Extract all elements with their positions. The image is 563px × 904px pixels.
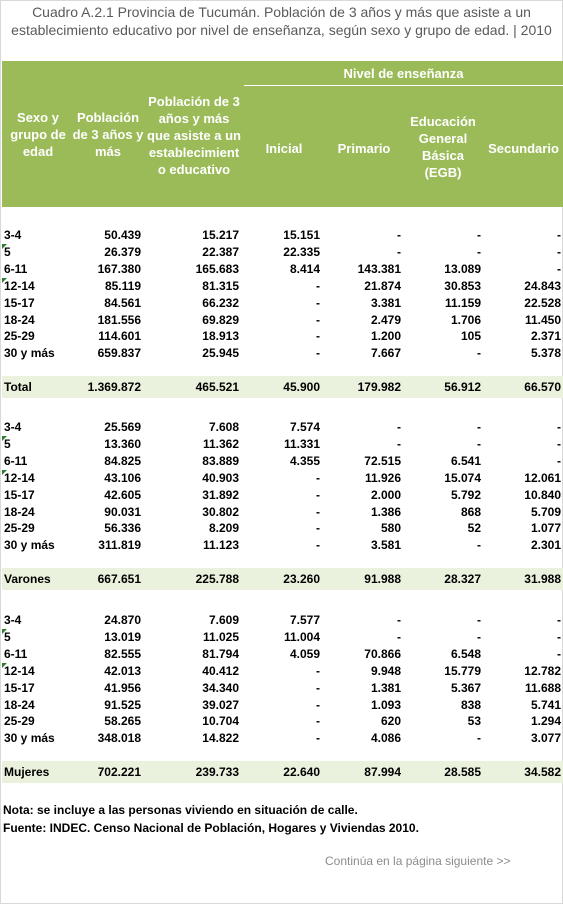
total-value: 22.640 (283, 765, 320, 780)
value-cell: 11.362 (202, 436, 239, 451)
age-group-cell: 12-14 (4, 470, 35, 485)
header-secundario: Secundario (488, 140, 559, 156)
table-row (2, 713, 563, 730)
value-cell: 22.335 (283, 244, 320, 259)
value-cell: 868 (460, 504, 481, 519)
value-cell: 22.387 (202, 244, 239, 259)
value-cell: 5.792 (450, 487, 481, 502)
value-cell: 659.837 (97, 346, 141, 361)
value-cell: 5.378 (530, 346, 561, 361)
total-value: 87.994 (364, 765, 401, 780)
value-cell: 580 (380, 521, 401, 536)
value-cell: 11.926 (364, 470, 401, 485)
value-cell: 40.903 (202, 470, 239, 485)
value-cell: 167.380 (97, 261, 141, 276)
total-label: Varones (4, 572, 51, 587)
total-value: 667.651 (97, 572, 141, 587)
value-cell: 83.889 (202, 453, 239, 468)
value-cell: 348.018 (97, 731, 141, 746)
value-cell: 31.892 (202, 487, 239, 502)
value-cell: - (397, 228, 401, 242)
total-row (2, 568, 563, 590)
value-cell: - (316, 538, 320, 553)
value-cell: 41.956 (104, 680, 141, 695)
value-cell: 620 (380, 714, 401, 729)
value-cell: 84.561 (104, 295, 141, 310)
value-cell: 6.541 (450, 453, 481, 468)
value-cell: 7.608 (208, 420, 239, 434)
value-cell: 90.031 (104, 504, 141, 519)
table-row (2, 537, 563, 554)
value-cell: 1.200 (370, 329, 401, 344)
value-cell: - (477, 436, 481, 451)
value-cell: 5.741 (530, 697, 561, 712)
value-cell: 1.381 (370, 680, 401, 695)
age-group-cell: 5 (4, 244, 11, 259)
value-cell: - (316, 329, 320, 344)
table-row (2, 295, 563, 312)
table-row (2, 328, 563, 345)
value-cell: 1.294 (530, 714, 561, 729)
total-value: 28.585 (444, 765, 481, 780)
total-row (2, 761, 563, 783)
table-title: Cuadro A.2.1 Provincia de Tucumán. Población de 3 años y más que asiste a un establecimiento educativo por nivel de enseñanza, según sexo y grupo de edad. | 2010 (11, 4, 552, 38)
header-egb: Educación General Básica (EGB) (410, 114, 476, 180)
age-group-cell: 30 y más (4, 346, 55, 361)
value-cell: 11.688 (524, 680, 561, 695)
total-value: 23.260 (283, 572, 320, 587)
total-value: 66.570 (524, 380, 561, 395)
total-value: 28.327 (444, 572, 481, 587)
value-cell: - (557, 228, 561, 242)
age-group-cell: 5 (4, 436, 11, 451)
value-cell: - (557, 261, 561, 276)
table-row (2, 730, 563, 747)
value-cell: 52 (467, 521, 481, 536)
table-row (2, 680, 563, 697)
cell-marker-icon (2, 663, 7, 668)
value-cell: - (316, 697, 320, 712)
value-cell: 34.340 (202, 680, 239, 695)
value-cell: 24.843 (524, 278, 561, 293)
value-cell: 114.601 (98, 329, 141, 344)
table-header (2, 61, 563, 207)
value-cell: 6.548 (450, 646, 481, 661)
table-row (2, 697, 563, 714)
table-row (2, 261, 563, 278)
value-cell: 5.709 (530, 504, 561, 519)
age-group-cell: 3-4 (4, 228, 22, 242)
value-cell: 10.704 (202, 714, 239, 729)
value-cell: - (316, 278, 320, 293)
age-group-cell: 3-4 (4, 613, 22, 627)
value-cell: 13.019 (104, 629, 141, 644)
value-cell: 311.819 (98, 538, 141, 553)
value-cell: 7.609 (208, 613, 239, 627)
value-cell: - (477, 346, 481, 361)
value-cell: - (557, 436, 561, 451)
value-cell: - (477, 731, 481, 746)
value-cell: - (397, 436, 401, 451)
age-group-cell: 25-29 (4, 521, 35, 536)
value-cell: 39.027 (202, 697, 239, 712)
cell-marker-icon (2, 629, 7, 634)
value-cell: 165.683 (195, 261, 239, 276)
table-row (2, 663, 563, 680)
value-cell: - (557, 453, 561, 468)
value-cell: 3.581 (370, 538, 401, 553)
value-cell: 10.840 (524, 487, 561, 502)
value-cell: 85.119 (104, 278, 141, 293)
age-group-cell: 25-29 (4, 329, 35, 344)
header-primario: Primario (337, 140, 391, 156)
table-row (2, 244, 563, 261)
value-cell: 11.123 (202, 538, 239, 553)
value-cell: 105 (460, 329, 481, 344)
age-group-cell: 18-24 (4, 697, 35, 712)
age-group-cell: 12-14 (4, 663, 35, 678)
total-value: 179.982 (357, 380, 401, 395)
total-value: 91.988 (364, 572, 401, 587)
value-cell: 4.355 (289, 453, 320, 468)
value-cell: 2.371 (530, 329, 561, 344)
age-group-cell: 5 (4, 629, 11, 644)
value-cell: 5.367 (450, 680, 481, 695)
value-cell: 91.525 (104, 697, 141, 712)
value-cell: 2.000 (370, 487, 401, 502)
value-cell: - (477, 538, 481, 553)
table-row (2, 520, 563, 537)
value-cell: 12.061 (524, 470, 561, 485)
value-cell: 1.706 (450, 312, 481, 327)
value-cell: - (477, 420, 481, 434)
value-cell: 7.667 (370, 346, 401, 361)
value-cell: - (316, 487, 320, 502)
value-cell: 26.379 (104, 244, 141, 259)
value-cell: 42.013 (104, 663, 141, 678)
age-group-cell: 15-17 (4, 680, 35, 695)
value-cell: - (316, 714, 320, 729)
value-cell: 11.450 (524, 312, 561, 327)
age-group-cell: 12-14 (4, 278, 35, 293)
total-label: Total (4, 380, 32, 395)
value-cell: - (477, 244, 481, 259)
value-cell: 1.077 (530, 521, 561, 536)
value-cell: - (316, 470, 320, 485)
total-value: 1.369.872 (87, 380, 141, 395)
value-cell: - (557, 420, 561, 434)
value-cell: 2.479 (370, 312, 401, 327)
table-row (2, 278, 563, 295)
value-cell: 13.360 (104, 436, 141, 451)
value-cell: - (316, 295, 320, 310)
value-cell: 24.870 (104, 613, 141, 627)
cell-marker-icon (2, 278, 7, 283)
value-cell: 1.093 (370, 697, 401, 712)
age-group-cell: 18-24 (4, 504, 35, 519)
value-cell: 8.414 (289, 261, 320, 276)
total-row (2, 376, 563, 398)
header-sexo-grupo: Sexo y grupo de edad (10, 109, 66, 159)
value-cell: 53 (467, 714, 481, 729)
value-cell: - (557, 629, 561, 644)
value-cell: 2.301 (530, 538, 561, 553)
value-cell: - (477, 629, 481, 644)
total-value: 34.582 (524, 765, 561, 780)
value-cell: - (316, 346, 320, 361)
table-row (2, 312, 563, 329)
value-cell: 30.802 (202, 504, 239, 519)
value-cell: 42.605 (104, 487, 141, 502)
total-value: 702.221 (97, 765, 141, 780)
age-group-cell: 6-11 (4, 453, 28, 468)
value-cell: - (316, 731, 320, 746)
value-cell: 11.025 (202, 629, 239, 644)
value-cell: - (557, 613, 561, 627)
cell-marker-icon (2, 244, 7, 249)
value-cell: 15.074 (444, 470, 481, 485)
table-row (2, 436, 563, 453)
header-divider (244, 85, 563, 86)
table-row (2, 646, 563, 663)
value-cell: 82.555 (104, 646, 141, 661)
value-cell: 25.569 (104, 420, 141, 434)
value-cell: 50.439 (104, 228, 141, 242)
header-poblacion: Población de 3 años y más (72, 109, 144, 159)
table-row (2, 419, 563, 436)
value-cell: 11.331 (283, 436, 320, 451)
value-cell: 13.089 (444, 261, 481, 276)
total-value: 45.900 (283, 380, 320, 395)
cell-marker-icon (2, 470, 7, 475)
value-cell: 3.381 (370, 295, 401, 310)
value-cell: 22.528 (524, 295, 561, 310)
table-row (2, 345, 563, 362)
value-cell: 4.059 (289, 646, 320, 661)
total-value: 239.733 (195, 765, 239, 780)
age-group-cell: 6-11 (4, 261, 28, 276)
value-cell: 40.412 (202, 663, 239, 678)
value-cell: 84.825 (104, 453, 141, 468)
value-cell: 11.159 (444, 295, 481, 310)
age-group-cell: 30 y más (4, 731, 55, 746)
note-text: Nota: se incluye a las personas viviendo en situación de calle. (3, 803, 358, 817)
value-cell: 7.574 (289, 420, 320, 434)
value-cell: 70.866 (364, 646, 401, 661)
value-cell: 9.948 (370, 663, 401, 678)
value-cell: 15.217 (202, 228, 239, 242)
value-cell: 14.822 (202, 731, 239, 746)
value-cell: - (316, 521, 320, 536)
cell-marker-icon (2, 436, 7, 441)
total-value: 31.988 (524, 572, 561, 587)
table-row (2, 453, 563, 470)
continue-link[interactable]: Continúa en la página siguiente >> (325, 854, 511, 868)
header-inicial: Inicial (265, 140, 303, 156)
value-cell: 21.874 (364, 278, 401, 293)
value-cell: 12.782 (524, 663, 561, 678)
value-cell: 25.945 (202, 346, 239, 361)
header-poblacion-asiste: Población de 3 años y más que asiste a un establecimient o educativo (147, 93, 241, 177)
value-cell: 30.853 (444, 278, 481, 293)
value-cell: 15.151 (283, 228, 320, 242)
age-group-cell: 18-24 (4, 312, 35, 327)
total-value: 225.788 (195, 572, 239, 587)
value-cell: 11.004 (283, 629, 320, 644)
source-text: Fuente: INDEC. Censo Nacional de Población, Hogares y Viviendas 2010. (3, 821, 419, 835)
value-cell: 143.381 (357, 261, 401, 276)
value-cell: - (316, 663, 320, 678)
age-group-cell: 15-17 (4, 295, 35, 310)
value-cell: - (557, 244, 561, 259)
value-cell: 7.577 (289, 613, 320, 627)
value-cell: 81.794 (202, 646, 239, 661)
value-cell: - (316, 680, 320, 695)
total-label: Mujeres (4, 765, 50, 780)
value-cell: - (477, 228, 481, 242)
value-cell: 1.386 (370, 504, 401, 519)
value-cell: 72.515 (364, 453, 401, 468)
header-nivel-ensenanza: Nivel de enseñanza (343, 65, 464, 81)
age-group-cell: 25-29 (4, 714, 35, 729)
value-cell: 15.779 (444, 663, 481, 678)
value-cell: 18.913 (202, 329, 239, 344)
value-cell: 58.265 (104, 714, 141, 729)
value-cell: 838 (460, 697, 481, 712)
age-group-cell: 3-4 (4, 420, 22, 434)
age-group-cell: 30 y más (4, 538, 55, 553)
table-row (2, 470, 563, 487)
total-value: 56.912 (444, 380, 481, 395)
age-group-cell: 6-11 (4, 646, 28, 661)
value-cell: 4.086 (370, 731, 401, 746)
value-cell: - (397, 420, 401, 434)
value-cell: 66.232 (202, 295, 239, 310)
table-row (2, 629, 563, 646)
total-value: 465.521 (195, 380, 239, 395)
table-row (2, 227, 563, 244)
table-row (2, 504, 563, 521)
age-group-cell: 15-17 (4, 487, 35, 502)
value-cell: 181.556 (97, 312, 141, 327)
value-cell: 8.209 (208, 521, 239, 536)
value-cell: - (397, 629, 401, 644)
value-cell: - (316, 312, 320, 327)
value-cell: 3.077 (530, 731, 561, 746)
value-cell: 56.336 (104, 521, 141, 536)
value-cell: 69.829 (202, 312, 239, 327)
value-cell: - (397, 613, 401, 627)
table-row (2, 612, 563, 629)
value-cell: - (316, 504, 320, 519)
table-row (2, 487, 563, 504)
value-cell: - (477, 613, 481, 627)
value-cell: 81.315 (202, 278, 239, 293)
value-cell: - (557, 646, 561, 661)
value-cell: - (397, 244, 401, 259)
value-cell: 43.106 (104, 470, 141, 485)
